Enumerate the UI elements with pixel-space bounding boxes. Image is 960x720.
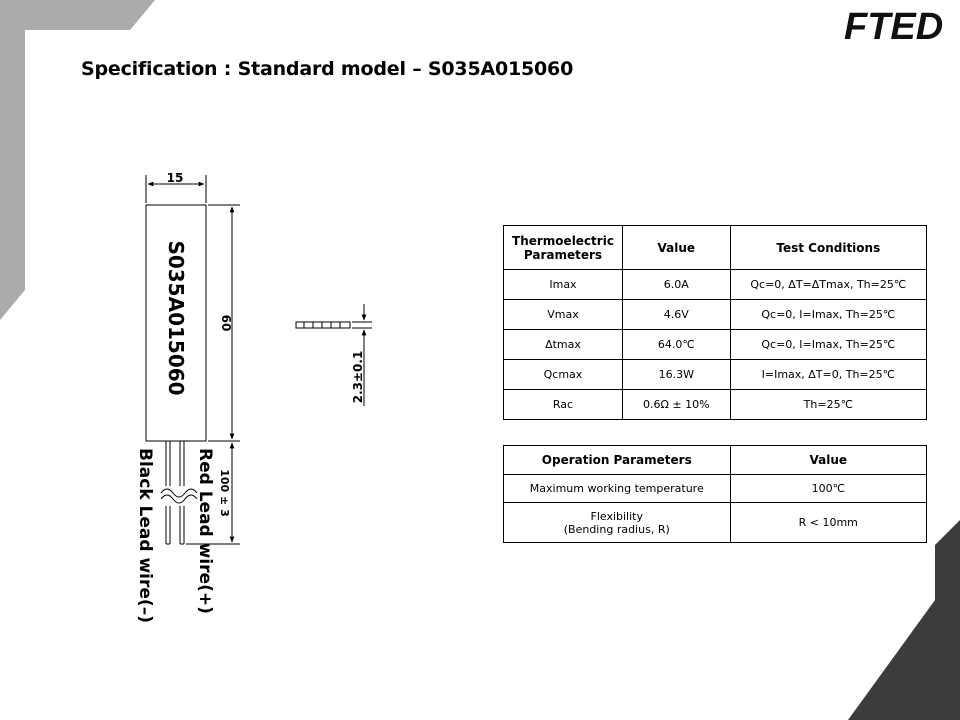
param-cell: Rac	[504, 390, 623, 420]
page-title: Specification : Standard model – S035A015060	[81, 58, 574, 80]
table-row	[504, 270, 927, 300]
width-dimension-text: 15	[166, 171, 184, 185]
value-cell: R < 10mm	[730, 503, 926, 543]
header-value: Value	[730, 446, 926, 475]
param-cell: Qcmax	[504, 360, 623, 390]
table-row	[504, 503, 927, 543]
red-wire-label: Red Lead wire(+)	[195, 448, 215, 614]
param-cell: Maximum working temperature	[504, 475, 731, 503]
header-value: Value	[622, 226, 730, 270]
value-cell: 16.3W	[622, 360, 730, 390]
table-row	[504, 390, 927, 420]
length-dimension-text: 60	[219, 314, 233, 332]
table-row	[504, 330, 927, 360]
lead-length-dimension-text: 100 ± 3	[218, 469, 231, 517]
conditions-cell: Qc=0, I=Imax, Th=25℃	[730, 300, 926, 330]
table-header-row	[504, 446, 927, 475]
model-label-text: S035A015060	[164, 240, 188, 396]
param-cell: Flexibility (Bending radius, R)	[504, 503, 731, 543]
thermoelectric-parameters-table	[503, 225, 927, 420]
table-row	[504, 300, 927, 330]
svg-text:FTED: FTED	[844, 6, 944, 46]
table-header-row	[504, 226, 927, 270]
param-cell: Δtmax	[504, 330, 623, 360]
header-test-conditions: Test Conditions	[730, 226, 926, 270]
black-wire-label: Black Lead wire(–)	[135, 448, 155, 623]
value-cell: 100℃	[730, 475, 926, 503]
param-cell: Imax	[504, 270, 623, 300]
value-cell: 6.0A	[622, 270, 730, 300]
value-cell: 4.6V	[622, 300, 730, 330]
conditions-cell: I=Imax, ΔT=0, Th=25℃	[730, 360, 926, 390]
conditions-cell: Qc=0, I=Imax, Th=25℃	[730, 330, 926, 360]
value-cell: 64.0℃	[622, 330, 730, 360]
table-row	[504, 360, 927, 390]
operation-parameters-table	[503, 445, 927, 543]
conditions-cell: Th=25℃	[730, 390, 926, 420]
table-row	[504, 475, 927, 503]
thickness-dimension-text: 2.3±0.1	[351, 350, 365, 404]
wire-break-symbol	[161, 489, 197, 497]
value-cell: 0.6Ω ± 10%	[622, 390, 730, 420]
param-cell: Vmax	[504, 300, 623, 330]
header-thermoelectric-parameters: Thermoelectric Parameters	[504, 226, 623, 270]
header-operation-parameters: Operation Parameters	[504, 446, 731, 475]
conditions-cell: Qc=0, ΔT=ΔTmax, Th=25℃	[730, 270, 926, 300]
